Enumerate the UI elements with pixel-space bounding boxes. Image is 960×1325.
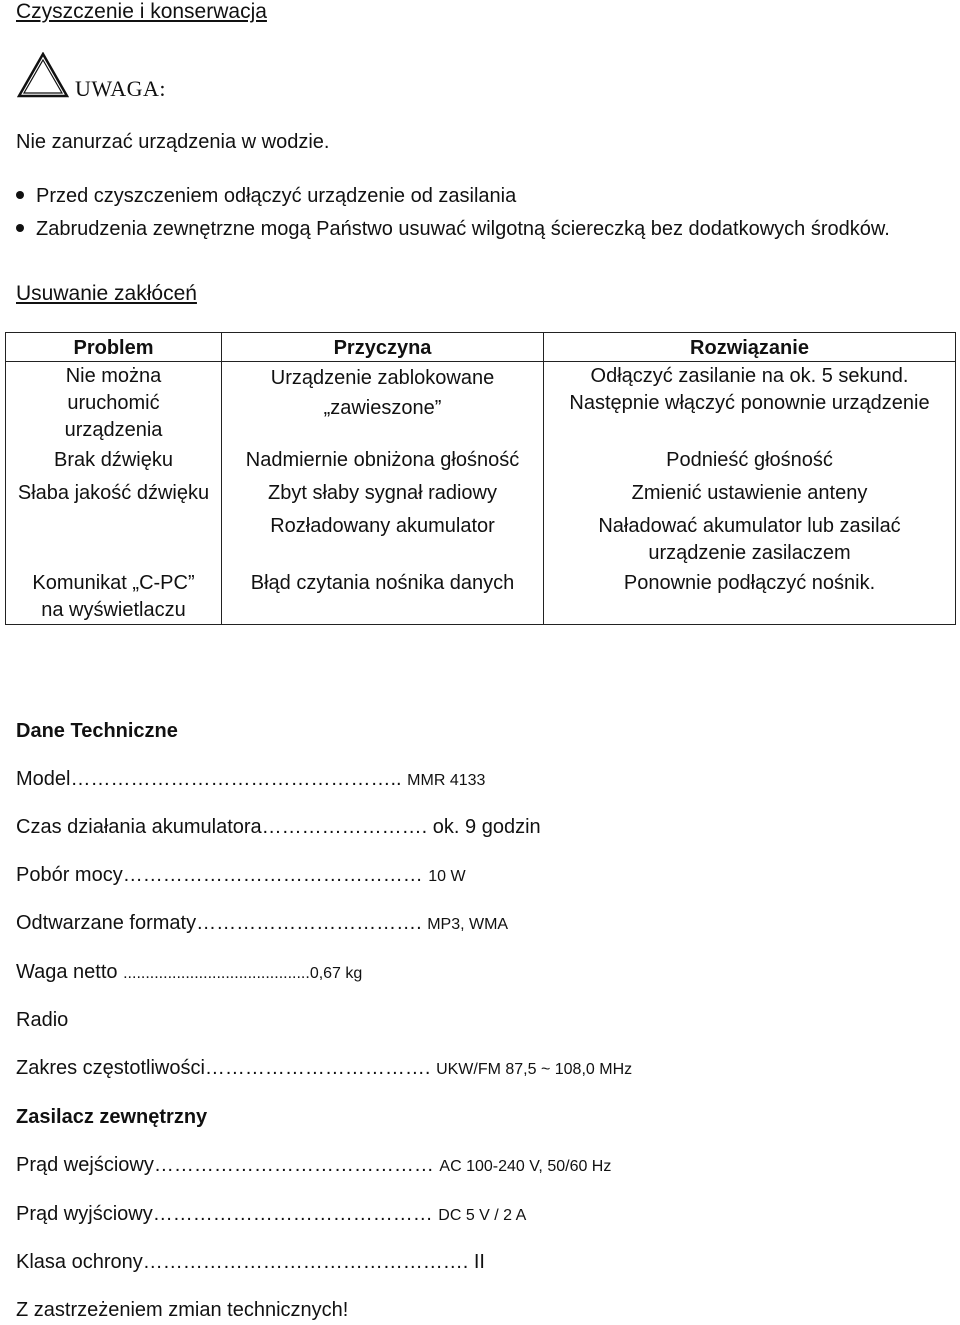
cell-line: Nie można (65, 365, 162, 387)
spec-value: 0,67 kg (309, 965, 363, 982)
spec-value: UKW/FM 87,5 ~ 108,0 MHz (436, 1061, 633, 1078)
bullet-icon (16, 224, 24, 232)
footer-note: Z zastrzeżeniem zmian technicznych! (16, 1299, 349, 1321)
table-cell-solution: Podnieść głośność (666, 449, 833, 471)
spec-formats (16, 911, 508, 937)
cell-line: Naładować akumulator lub zasilać (598, 515, 901, 537)
table-cell-problem (6, 363, 221, 444)
spec-value: DC 5 V / 2 A (438, 1207, 527, 1224)
spec-label: Waga netto (16, 961, 124, 983)
spec-label: Klasa ochrony…………………………………………. (16, 1251, 474, 1273)
warning-note: Nie zanurzać urządzenia w wodzie. (16, 131, 330, 153)
spec-label: Pobór mocy……………………………………… (16, 864, 429, 886)
spec-label: Czas działania akumulatora……………………. (16, 816, 433, 838)
spec-dots: .......................................... (123, 965, 310, 982)
bullet-item (16, 217, 890, 241)
spec-radio-title: Radio (16, 1009, 69, 1031)
spec-model (16, 767, 485, 793)
bullet-text: Zabrudzenia zewnętrzne mogą Państwo usuwać wilgotną ściereczką bez dodatkowych środków. (36, 218, 890, 240)
table-cell-problem: Słaba jakość dźwięku (17, 482, 210, 504)
section-title-specs: Dane Techniczne (16, 720, 178, 742)
table-cell-solution (544, 363, 955, 417)
table-cell-problem: Brak dźwięku (54, 449, 173, 471)
cell-line: urządzenie zasilaczem (648, 542, 851, 564)
spec-power (16, 863, 466, 889)
spec-label: Odtwarzane formaty……………………………. (16, 912, 428, 934)
cell-line: Urządzenie zablokowane (270, 367, 495, 389)
spec-range (16, 1056, 632, 1082)
bullet-item (16, 184, 516, 208)
bullet-text: Przed czyszczeniem odłączyć urządzenie od zasilania (36, 185, 517, 207)
warning-triangle-icon (17, 52, 69, 98)
header-cause: Przyczyna (333, 337, 432, 359)
spec-label: Prąd wejściowy…………………………………… (16, 1154, 440, 1176)
spec-value: 10 W (428, 868, 466, 885)
spec-input (16, 1153, 611, 1179)
spec-value: MMR 4133 (407, 772, 486, 789)
spec-value: MP3, WMA (427, 916, 509, 933)
table-cell-problem (6, 570, 221, 624)
spec-label: Zakres częstotliwości……………………………. (16, 1057, 437, 1079)
cell-line: uruchomić (67, 392, 160, 414)
spec-label: Model………………………………………….. (16, 768, 408, 790)
cell-line: na wyświetlaczu (41, 599, 186, 621)
spec-value: AC 100-240 V, 50/60 Hz (439, 1158, 612, 1175)
table-cell-cause: Nadmiernie obniżona głośność (245, 449, 520, 471)
section-title-troubleshooting: Usuwanie zakłóceń (16, 282, 197, 305)
section-title-cleaning: Czyszczenie i konserwacja (16, 0, 267, 23)
table-cell-cause: Zbyt słaby sygnał radiowy (268, 482, 497, 504)
header-solution: Rozwiązanie (690, 337, 809, 359)
cell-line: urządzenia (64, 419, 163, 441)
table-cell-solution: Ponownie podłączyć nośnik. (623, 572, 876, 594)
troubleshooting-table (5, 332, 956, 625)
spec-class (16, 1250, 485, 1274)
spec-psu-title: Zasilacz zewnętrzny (16, 1106, 208, 1128)
cell-line: „zawieszone” (323, 397, 442, 419)
spec-value: ok. 9 godzin (432, 816, 541, 838)
spec-label: Prąd wyjściowy…………………………………… (16, 1203, 439, 1225)
cell-line: Odłączyć zasilanie na ok. 5 sekund. (590, 365, 909, 387)
table-cell-cause: Rozładowany akumulator (270, 515, 495, 537)
spec-battery (16, 815, 541, 839)
spec-weight (16, 960, 362, 986)
spec-value: II (473, 1251, 485, 1273)
table-cell-solution: Zmienić ustawienie anteny (631, 482, 868, 504)
cell-line: Komunikat „C-PC” (32, 572, 195, 594)
table-cell-solution (544, 513, 955, 567)
cell-line: Następnie włączyć ponownie urządzenie (569, 392, 930, 414)
header-problem: Problem (73, 337, 154, 359)
warning-label: UWAGA: (75, 76, 166, 101)
table-cell-cause (222, 363, 543, 423)
bullet-icon (16, 191, 24, 199)
table-cell-cause: Błąd czytania nośnika danych (250, 572, 515, 594)
spec-output (16, 1202, 526, 1228)
